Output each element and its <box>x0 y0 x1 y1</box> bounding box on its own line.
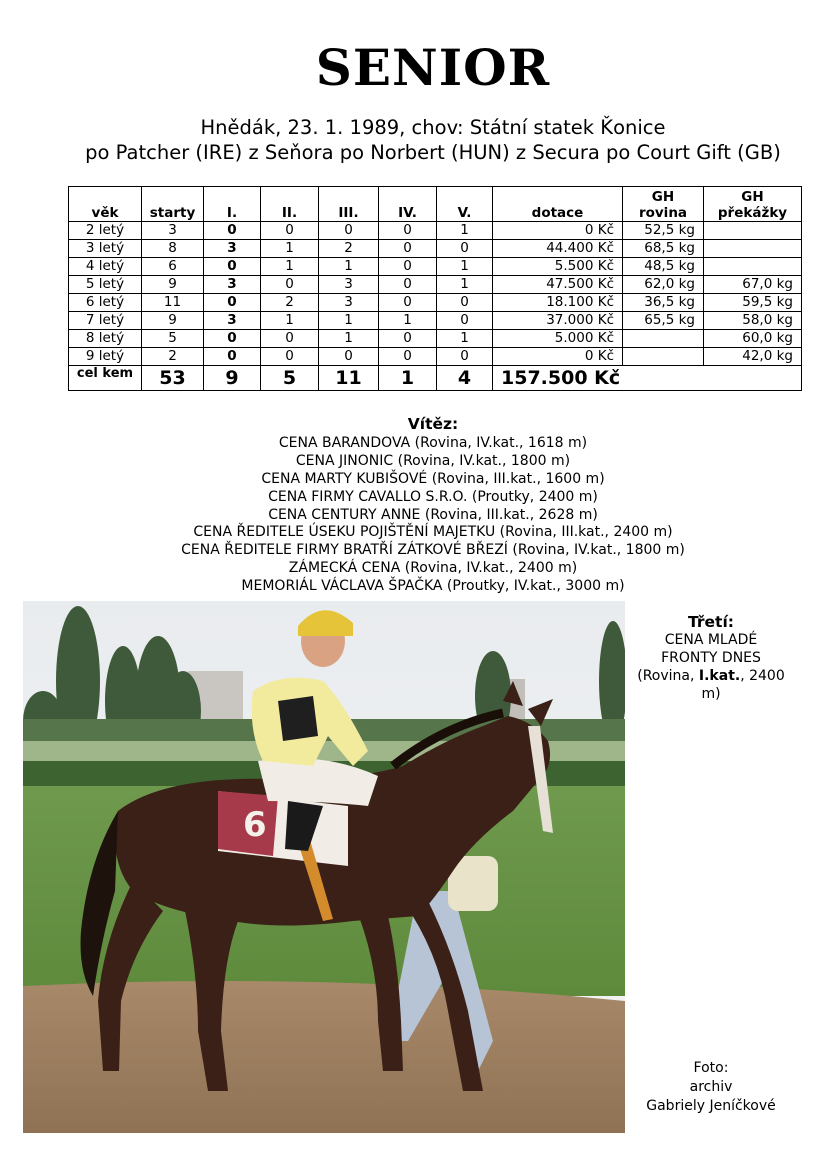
table-row <box>69 222 802 240</box>
table-cell: 0 <box>319 222 379 240</box>
table-cell: 2 <box>261 294 319 312</box>
table-cell: 6 letý <box>69 294 142 312</box>
total-label: cel kem <box>69 366 142 391</box>
table-cell: 42,0 kg <box>704 348 802 366</box>
career-stats-table <box>68 186 802 391</box>
gh-hurdles-label: překážky <box>717 205 788 221</box>
table-cell <box>704 240 802 258</box>
third-place-line2: FRONTY DNES <box>661 650 761 666</box>
col-header-starts: starty <box>142 187 204 222</box>
gh-label: GH <box>651 189 675 205</box>
table-cell: 8 letý <box>69 330 142 348</box>
table-cell: 0 <box>437 348 493 366</box>
total-first: 9 <box>204 366 261 391</box>
list-item: CENA FIRMY CAVALLO S.R.O. (Proutky, 2400 m) <box>268 488 598 505</box>
table-cell: 0 <box>204 330 261 348</box>
table-row <box>69 330 802 348</box>
photo-credit-line2: archiv <box>689 1079 733 1095</box>
third-place-section <box>626 613 796 703</box>
total-row <box>69 366 802 391</box>
table-cell: 5 <box>142 330 204 348</box>
table-cell: 3 <box>319 276 379 294</box>
col-header-age: věk <box>69 187 142 222</box>
table-cell: 59,5 kg <box>704 294 802 312</box>
table-cell: 1 <box>319 258 379 276</box>
table-cell: 3 <box>204 312 261 330</box>
table-cell: 60,0 kg <box>704 330 802 348</box>
table-cell: 0 <box>379 222 437 240</box>
table-cell: 0 <box>379 258 437 276</box>
table-cell: 3 <box>319 294 379 312</box>
gh-label: GH <box>741 189 764 205</box>
col-header-second: II. <box>261 187 319 222</box>
pedigree: po Patcher (IRE) z Seňora po Norbert (HUN) z Secura po Court Gift (GB) <box>85 141 781 164</box>
horse-photo-illustration <box>23 601 625 1133</box>
table-cell: 3 <box>204 240 261 258</box>
list-item: CENA CENTURY ANNE (Rovina, III.kat., 2628 m) <box>268 506 598 523</box>
table-cell: 0 <box>204 294 261 312</box>
table-cell: 2 <box>142 348 204 366</box>
col-header-first: I. <box>204 187 261 222</box>
list-item: CENA MARTY KUBIŠOVÉ (Rovina, III.kat., 1600 m) <box>261 470 605 487</box>
table-cell: 68,5 kg <box>623 240 704 258</box>
total-starts: 53 <box>142 366 204 391</box>
gh-flat-label: rovina <box>638 205 688 221</box>
total-third: 11 <box>319 366 379 391</box>
table-cell: 0 <box>437 294 493 312</box>
table-cell: 62,0 kg <box>623 276 704 294</box>
table-cell: 0 <box>379 330 437 348</box>
table-cell: 37.000 Kč <box>493 312 623 330</box>
table-cell: 9 letý <box>69 348 142 366</box>
total-fifth: 4 <box>437 366 493 391</box>
table-cell <box>704 222 802 240</box>
table-cell: 11 <box>142 294 204 312</box>
col-header-fifth: V. <box>437 187 493 222</box>
table-cell: 5.500 Kč <box>493 258 623 276</box>
table-cell: 1 <box>319 330 379 348</box>
table-cell: 0 <box>379 348 437 366</box>
table-cell: 3 <box>204 276 261 294</box>
list-item: CENA BARANDOVA (Rovina, IV.kat., 1618 m) <box>278 434 588 451</box>
table-cell: 0 <box>379 276 437 294</box>
table-row <box>69 276 802 294</box>
table-cell: 6 <box>142 258 204 276</box>
table-cell: 1 <box>437 330 493 348</box>
table-cell: 0 <box>261 330 319 348</box>
table-cell: 3 letý <box>69 240 142 258</box>
table-cell <box>704 258 802 276</box>
table-cell: 0 <box>437 312 493 330</box>
total-fourth: 1 <box>379 366 437 391</box>
table-cell: 7 letý <box>69 312 142 330</box>
list-item: MEMORIÁL VÁCLAVA ŠPAČKA (Proutky, IV.kat., 3000 m) <box>241 578 625 595</box>
wins-heading: Vítěz: <box>407 415 459 433</box>
table-row <box>69 240 802 258</box>
table-cell: 0 <box>319 348 379 366</box>
table-cell: 2 <box>319 240 379 258</box>
col-header-third: III. <box>319 187 379 222</box>
total-prize-money: 157.500 Kč <box>493 366 802 391</box>
col-header-prize-money: dotace <box>493 187 623 222</box>
table-cell: 0 Kč <box>493 222 623 240</box>
table-cell: 36,5 kg <box>623 294 704 312</box>
table-cell: 9 <box>142 276 204 294</box>
horse-info: Hnědák, 23. 1. 1989, chov: Státní statek Ǩonice <box>200 116 666 139</box>
third-place-heading: Třetí: <box>688 613 734 631</box>
table-cell: 58,0 kg <box>704 312 802 330</box>
photo-credit-line1: Foto: <box>693 1060 729 1076</box>
table-cell: 5 letý <box>69 276 142 294</box>
table-cell <box>623 330 704 348</box>
table-cell: 0 <box>204 222 261 240</box>
table-cell: 4 letý <box>69 258 142 276</box>
table-cell: 0 <box>204 348 261 366</box>
table-cell: 1 <box>437 258 493 276</box>
table-cell: 0 <box>379 294 437 312</box>
table-row <box>69 294 802 312</box>
list-item: CENA JINONIC (Rovina, IV.kat., 1800 m) <box>295 452 571 469</box>
table-cell: 18.100 Kč <box>493 294 623 312</box>
table-cell: 8 <box>142 240 204 258</box>
table-cell: 1 <box>261 312 319 330</box>
col-header-gh-flat <box>623 187 704 222</box>
table-cell: 0 <box>204 258 261 276</box>
table-header-row <box>69 187 802 222</box>
table-cell: 1 <box>261 258 319 276</box>
col-header-gh-hurdles <box>704 187 802 222</box>
page-title: SENIOR <box>315 38 551 97</box>
table-cell: 0 <box>379 240 437 258</box>
table-cell: 52,5 kg <box>623 222 704 240</box>
table-cell: 1 <box>437 222 493 240</box>
table-cell: 9 <box>142 312 204 330</box>
col-header-fourth: IV. <box>379 187 437 222</box>
table-cell: 1 <box>261 240 319 258</box>
table-cell: 5.000 Kč <box>493 330 623 348</box>
total-second: 5 <box>261 366 319 391</box>
table-row <box>69 348 802 366</box>
photo-credit-line3: Gabriely Jeníčkové <box>646 1098 776 1114</box>
wins-list <box>0 435 826 596</box>
wins-section <box>0 416 826 596</box>
table-cell: 0 <box>437 240 493 258</box>
table-cell: 1 <box>437 276 493 294</box>
table-cell: 0 <box>261 222 319 240</box>
table-cell <box>623 348 704 366</box>
table-cell: 3 <box>142 222 204 240</box>
horse-photo <box>23 601 625 1133</box>
table-row <box>69 258 802 276</box>
table-cell: 0 <box>261 348 319 366</box>
table-cell: 1 <box>379 312 437 330</box>
table-cell: 1 <box>319 312 379 330</box>
table-cell: 2 letý <box>69 222 142 240</box>
table-cell: 44.400 Kč <box>493 240 623 258</box>
table-cell: 0 Kč <box>493 348 623 366</box>
saddle-number: 6 <box>243 805 267 845</box>
photo-credit <box>640 1059 782 1116</box>
third-place-line3: (Rovina, I.kat., 2400 m) <box>637 668 785 702</box>
list-item: ZÁMECKÁ CENA (Rovina, IV.kat., 2400 m) <box>288 560 578 577</box>
table-cell: 67,0 kg <box>704 276 802 294</box>
table-cell: 65,5 kg <box>623 312 704 330</box>
table-cell: 48,5 kg <box>623 258 704 276</box>
list-item: CENA ŘEDITELE ÚSEKU POJIŠTĚNÍ MAJETKU (Rovina, III.kat., 2400 m) <box>193 524 673 541</box>
list-item: CENA ŘEDITELE FIRMY BRATŘÍ ZÁTKOVÉ BŘEZÍ (Rovina, IV.kat., 1800 m) <box>181 542 685 559</box>
table-cell: 0 <box>261 276 319 294</box>
third-place-line1: CENA MLADÉ <box>664 632 758 648</box>
table-row <box>69 312 802 330</box>
table-cell: 47.500 Kč <box>493 276 623 294</box>
